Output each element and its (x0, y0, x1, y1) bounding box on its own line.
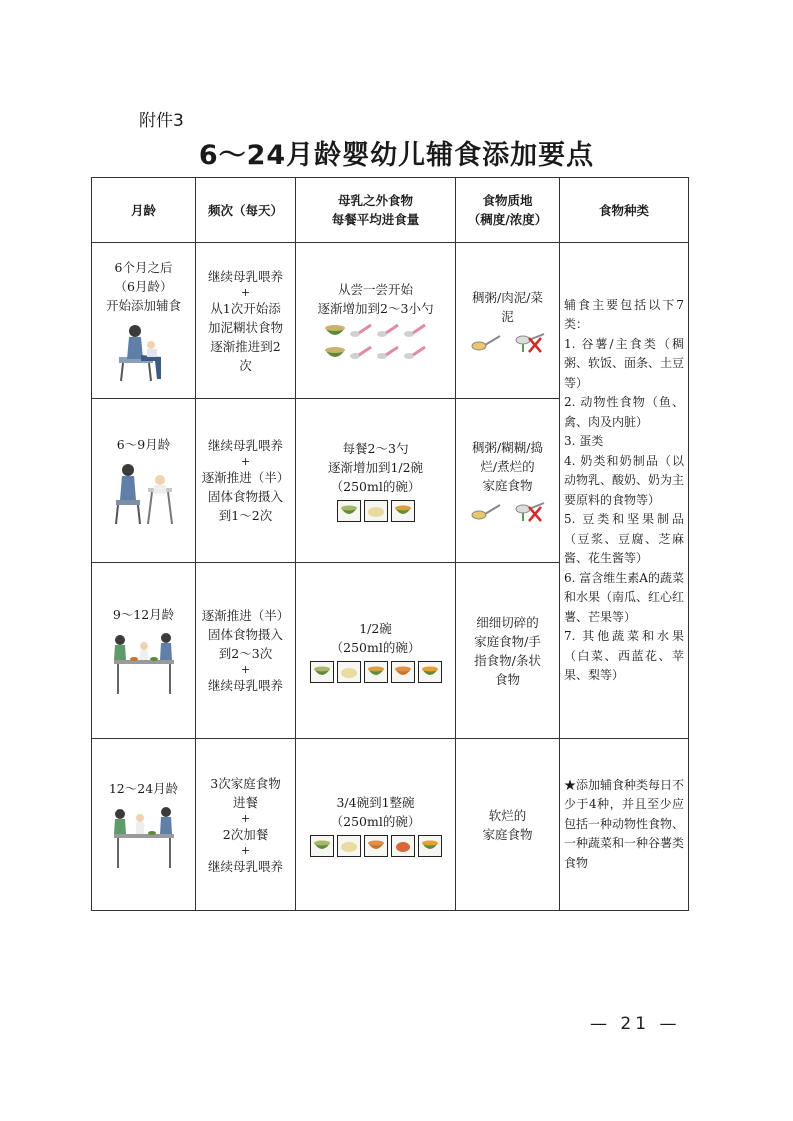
age-line: 9～12月龄 (112, 607, 175, 622)
mother-holding-infant-illustration (109, 321, 179, 383)
header-age: 月龄 (92, 178, 196, 243)
texture-line: 稠粥/糊糊/捣 (472, 440, 543, 455)
food-types-cell (560, 243, 689, 739)
amount-cell (296, 399, 456, 563)
freq-line: 3次家庭食物 (210, 775, 281, 791)
freq-line: 逐渐推进到2 (210, 338, 281, 354)
food-types-list (564, 296, 684, 686)
plus-sign: + (240, 455, 251, 468)
spoon-thick-food-icon (471, 332, 501, 354)
header-amount (296, 178, 456, 243)
age-line: 6～9月龄 (116, 437, 171, 452)
amount-cell (296, 563, 456, 739)
bowl-row (300, 835, 451, 857)
family-at-table-illustration (104, 630, 184, 696)
texture-cell (456, 563, 560, 739)
spoon-row (300, 322, 451, 340)
frequency-cell (196, 739, 296, 911)
texture-line: 食物 (494, 671, 520, 687)
note-cell (560, 739, 689, 911)
spoon-test-illustration (460, 501, 555, 523)
age-line: 6个月之后 (114, 260, 173, 275)
amount-cell (296, 739, 456, 911)
frequency-cell (196, 563, 296, 739)
freq-line: 从1次开始添 (210, 300, 281, 316)
header-amount-line2: 每餐平均进食量 (331, 212, 420, 227)
freq-line: 逐渐推进（半） (201, 470, 290, 485)
plus-sign: + (240, 811, 251, 825)
amount-cell (296, 243, 456, 399)
parent-feeding-child-in-high-chair-illustration (108, 460, 180, 526)
freq-line: 固体食物摄入 (207, 627, 283, 642)
food-type-item: 4. 奶类和奶制品（以动物乳、酸奶、奶为主要原料的食物等） (564, 453, 685, 507)
bowl-icon (324, 344, 346, 362)
freq-line: 继续母乳喂养 (207, 678, 283, 693)
freq-line: 继续母乳喂养 (207, 438, 283, 453)
age-cell (92, 739, 196, 911)
bowl-icon (310, 661, 334, 683)
texture-cell (456, 399, 560, 563)
food-portion-icon (364, 500, 388, 522)
freq-line: 2次加餐 (222, 826, 269, 842)
freq-line: 继续母乳喂养 (207, 268, 283, 284)
header-food-types: 食物种类 (560, 178, 689, 243)
amount-line: （250ml的碗） (330, 813, 421, 829)
freq-line: 加泥糊状食物 (207, 319, 283, 335)
page-number: — 21 — (590, 1014, 681, 1034)
amount-line: 从尝一尝开始 (337, 281, 413, 297)
age-line: （6月龄） (114, 279, 173, 294)
spoon-runny-food-crossed-icon (515, 501, 545, 523)
spoon-thick-food-icon (471, 501, 501, 523)
bowl-icon (391, 500, 415, 522)
texture-cell (456, 739, 560, 911)
amount-line: 1/2碗 (359, 620, 392, 636)
spoon-icon (376, 344, 400, 362)
amount-line: 每餐2～3勺 (342, 441, 409, 456)
bowl-icon (364, 661, 388, 683)
texture-line: 指食物/条状 (474, 652, 541, 668)
texture-line: 稠粥/肉泥/菜 (472, 289, 543, 305)
spoon-icon (349, 344, 373, 362)
bowl-row (300, 661, 451, 683)
document-title: 6～24月龄婴幼儿辅食添加要点 (198, 140, 595, 171)
plus-sign: + (240, 285, 251, 299)
texture-line: 泥 (501, 308, 514, 324)
age-line: 12～24月龄 (108, 781, 179, 796)
freq-line: 进餐 (232, 794, 258, 810)
spoon-icon (403, 322, 427, 340)
header-texture (456, 178, 560, 243)
food-portion-icon (337, 835, 361, 857)
texture-cell (456, 243, 560, 399)
family-meal-illustration (104, 804, 184, 870)
food-portion-icon (337, 661, 361, 683)
age-cell (92, 243, 196, 399)
amount-line: （250ml的碗） (330, 479, 421, 494)
food-type-item: 2. 动物性食物（鱼、禽、肉及内脏） (564, 395, 684, 429)
texture-line: 家庭食物/手 (474, 633, 541, 649)
table-row (92, 243, 689, 399)
spoon-runny-food-crossed-icon (515, 332, 545, 354)
header-amount-line1: 母乳之外食物 (337, 193, 413, 208)
food-type-item: 1. 谷薯/主食类（稠粥、软饭、面条、土豆等） (564, 336, 685, 390)
texture-line: 家庭食物 (482, 826, 533, 842)
amount-line: 3/4碗到1整碗 (336, 794, 415, 810)
header-texture-line1: 食物质地 (482, 193, 533, 208)
texture-line: 细细切碎的 (476, 614, 539, 630)
header-texture-line2: （稠度/浓度） (467, 212, 548, 227)
freq-line: 到2～3次 (218, 646, 273, 661)
frequency-cell (196, 243, 296, 399)
freq-line: 逐渐推进（半） (201, 608, 290, 623)
age-line: 开始添加辅食 (105, 298, 181, 313)
spoon-icon (403, 344, 427, 362)
attachment-label: 附件3 (139, 111, 184, 131)
freq-line: 继续母乳喂养 (207, 858, 283, 874)
frequency-cell (196, 399, 296, 563)
amount-line: （250ml的碗） (330, 639, 421, 655)
food-variety-note: ★添加辅食种类每日不少于4种，并且至少应包括一种动物性食物、一种蔬菜和一种谷薯类食物 (564, 777, 685, 870)
spoon-row (300, 344, 451, 362)
freq-line: 次 (239, 357, 252, 373)
bowl-icon (391, 661, 415, 683)
food-type-intro: 辅食主要包括以下7类： (564, 297, 684, 331)
header-row (92, 178, 689, 243)
header-frequency: 频次（每天） (196, 178, 296, 243)
age-cell (92, 399, 196, 563)
bowl-icon (418, 835, 442, 857)
bowl-icon (364, 835, 388, 857)
food-type-item: 6. 富含维生素A的蔬菜和水果（南瓜、红心红薯、芒果等） (564, 570, 685, 624)
age-cell (92, 563, 196, 739)
freq-line: 到1～2次 (218, 508, 273, 523)
plus-sign: + (240, 663, 251, 676)
bowl-row (300, 500, 451, 522)
bowl-icon (310, 835, 334, 857)
spoon-test-illustration (460, 332, 555, 354)
bowl-icon (337, 500, 361, 522)
food-type-item: 5. 豆类和坚果制品（豆浆、豆腐、芝麻酱、花生酱等） (564, 512, 684, 565)
feeding-table (91, 177, 689, 911)
freq-line: 固体食物摄入 (207, 489, 283, 504)
texture-line: 烂/煮烂的 (480, 459, 535, 474)
food-portion-icon (391, 835, 415, 857)
spoon-icon (349, 322, 373, 340)
food-type-item: 7. 其他蔬菜和水果（白菜、西蓝花、苹果、梨等） (564, 629, 684, 682)
texture-line: 软烂的 (488, 807, 527, 823)
texture-line: 家庭食物 (482, 478, 533, 493)
plus-sign: + (240, 843, 251, 857)
amount-line: 逐渐增加到1/2碗 (327, 460, 424, 475)
spoon-icon (376, 322, 400, 340)
bowl-icon (324, 322, 346, 340)
table-row (92, 739, 689, 911)
amount-line: 逐渐增加到2～3小勺 (317, 300, 434, 316)
bowl-icon (418, 661, 442, 683)
food-type-item: 3. 蛋类 (564, 434, 604, 448)
